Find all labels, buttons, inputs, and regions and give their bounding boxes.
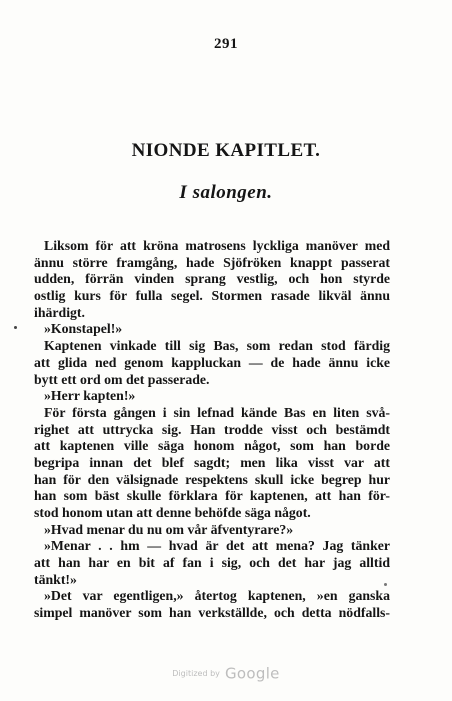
text-line: För första gången i sin lefnad kände Bas en liten svå- [44, 404, 390, 420]
digitized-label: Digitized by [172, 669, 220, 678]
text-line: Kaptenen vinkade till sig Bas, som redan stod färdig [44, 338, 390, 354]
body-text [34, 238, 390, 622]
text-line: righet att uttrycka sig. Han trodde visst och bestämdt [34, 421, 390, 437]
page-number: 291 [214, 36, 238, 52]
text-line: att kaptenen ville säga honom något, som han borde [34, 438, 390, 454]
text-line: bytt ett ord om det passerade. [34, 371, 210, 387]
text-line: ostlig kurs för fulla segel. Stormen rasade likväl ännu [34, 288, 390, 304]
chapter-title: NIONDE KAPITLET. [131, 140, 321, 161]
text-line: »Hvad menar du nu om vår äfventyrare?» [44, 521, 294, 537]
text-line: udden, förrän vinden sprang vestlig, och hon styrde [34, 271, 390, 287]
text-line: tänkt!» [34, 571, 77, 587]
text-line: »Menar . . hm — hvad är det att mena? Jag tänker [44, 538, 390, 554]
text-line: simpel manöver som han verkställde, och detta nödfalls- [34, 605, 390, 621]
text-line: han för den välsignade respektens skull icke begrep hur [34, 471, 390, 487]
text-line: »Det var egentligen,» återtog kaptenen, »en ganska [44, 588, 390, 604]
text-line: ännu större framgång, hade Sjöfröken knappt passerat [34, 254, 390, 270]
page-mark [14, 326, 17, 329]
text-line: att han har en bit af fan i sig, och det har jag alltid [34, 555, 390, 571]
section-title: I salongen. [179, 182, 273, 203]
text-line: stod honom utan att denne behöfde säga något. [34, 505, 311, 520]
digitized-footer [0, 663, 452, 683]
text-line: begripa innan det blef sagdt; men lika visst var att [34, 454, 390, 470]
ink-smudge [384, 583, 387, 586]
text-line: att glida ned genom kappluckan — de hade ännu icke [34, 354, 390, 370]
text-line: Liksom för att kröna matrosens lyckliga manöver med [44, 238, 390, 253]
text-line: »Herr kapten!» [44, 388, 136, 404]
google-brand: Google [225, 664, 280, 683]
text-line: han som bäst skulle förklara för kaptenen, att han för- [34, 488, 390, 504]
text-line: ihärdigt. [34, 304, 85, 320]
text-line: »Konstapel!» [44, 321, 123, 337]
